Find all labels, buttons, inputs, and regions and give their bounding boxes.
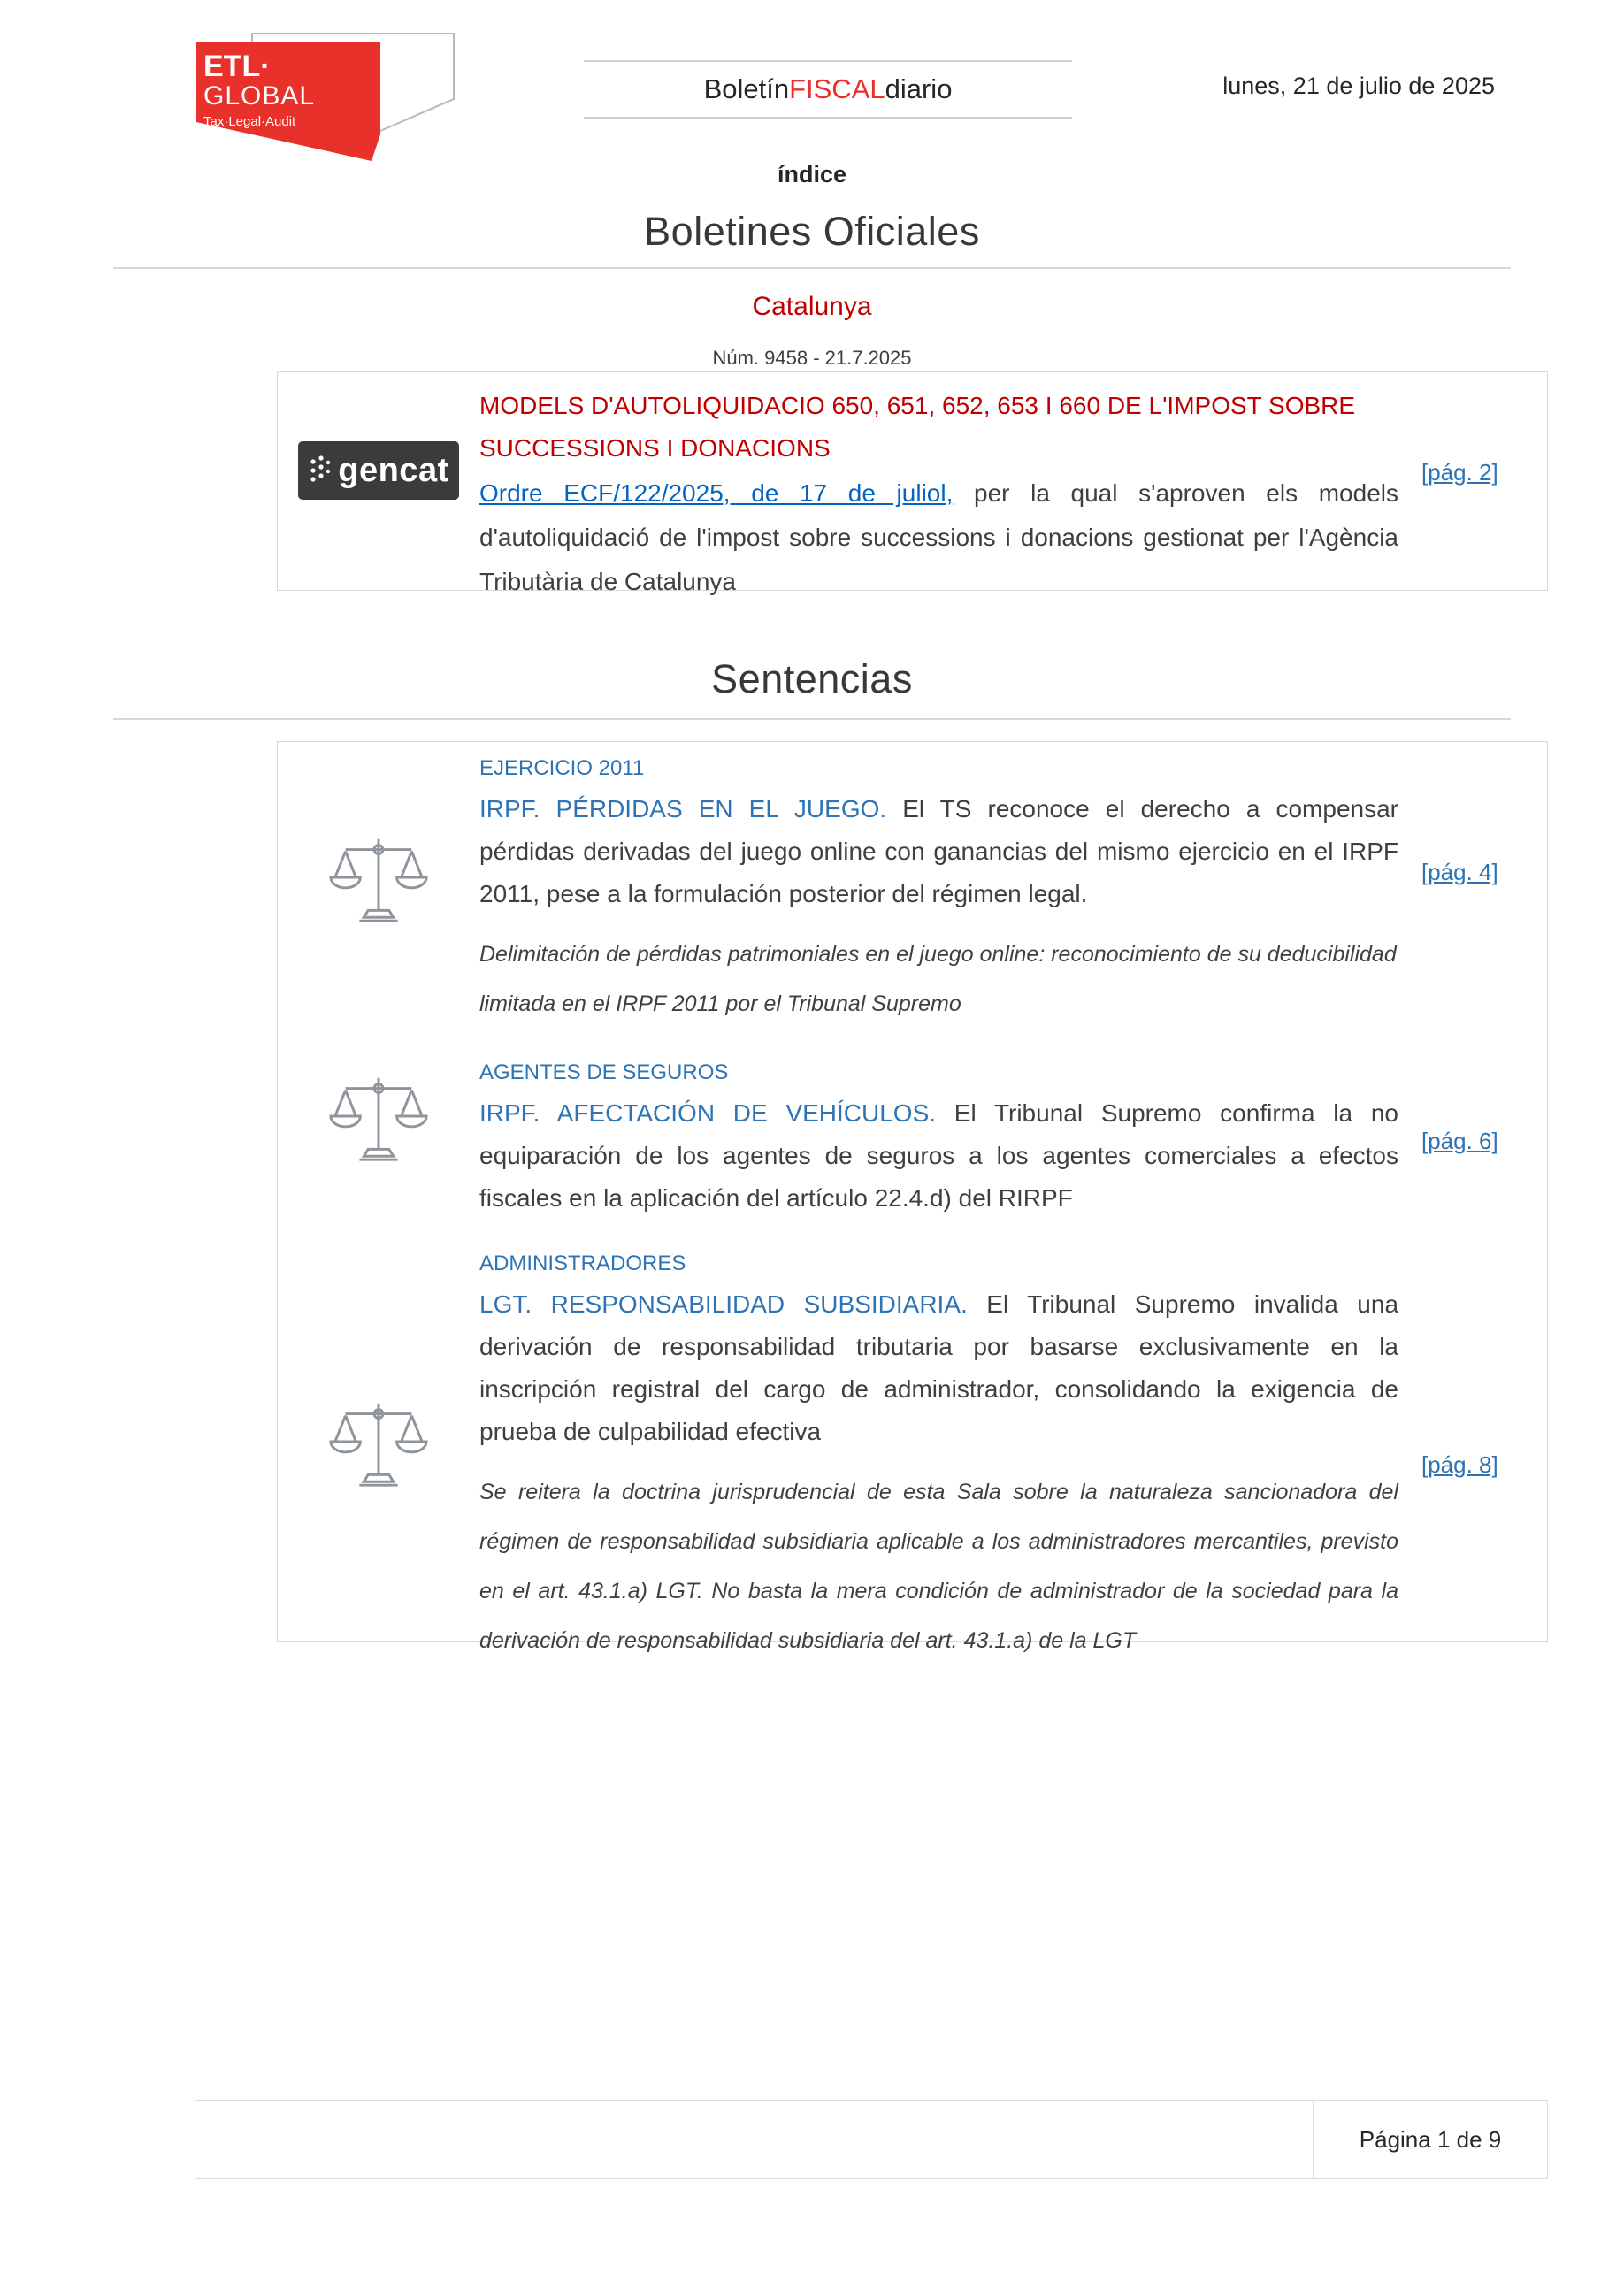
boletin-entry-title: MODELS D'AUTOLIQUIDACIO 650, 651, 652, 653 I 660 DE L'IMPOST SOBRE SUCCESSIONS I DONACIONS — [479, 392, 1356, 462]
bulletin-title-fiscal: FISCAL — [789, 73, 885, 104]
entry-body-text: El Tribunal Supremo invalida una derivación de responsabilidad tributaria por basarse exclusivamente en la inscripción registral del cargo de administrador, consolidando la exigencia de prueba de culpabilidad efectiva — [479, 1290, 1399, 1445]
sentencias-card — [277, 741, 1548, 1653]
bulletin-title — [584, 60, 1072, 119]
entry-body-text: El TS reconoce el derecho a compensar pérdidas derivadas del juego online con ganancias del mismo ejercicio en el IRPF 2011, pese a la formulación posterior del régimen legal. — [479, 795, 1398, 907]
page-footer — [195, 2100, 1548, 2179]
section-divider — [113, 718, 1511, 720]
bulletin-title-pre: Boletín — [703, 73, 790, 104]
page-number: Página 1 de 9 — [1359, 2125, 1502, 2153]
entry-note: Delimitación de pérdidas patrimoniales en el juego online: reconocimiento de su deducibilidad limitada en el IRPF 2011 por el Tribunal Supremo — [479, 942, 1397, 1016]
page-ref-link[interactable]: [pág. 2] — [1421, 459, 1498, 486]
boletin-entry-body-text: per la qual s'aproven els models d'autoliquidació de l'impost sobre successions i donacions gestionat per l'Agència Tributària de Catalunya — [479, 479, 1398, 595]
entry-tag: AGENTES DE SEGUROS — [479, 1060, 729, 1084]
section-divider — [113, 267, 1511, 269]
sentencia-entry — [278, 1246, 1547, 1665]
entry-tag: ADMINISTRADORES — [479, 1251, 686, 1275]
gencat-logo-label: gencat — [338, 451, 449, 489]
logo-text-etl: ETL· — [203, 50, 271, 83]
page-ref-link[interactable]: [pág. 4] — [1421, 859, 1498, 885]
index-label: índice — [777, 161, 847, 188]
logo-text-global: GLOBAL — [203, 81, 316, 111]
sentencia-entry — [278, 751, 1547, 1029]
region-heading: Catalunya — [752, 292, 872, 321]
entry-lead: IRPF. AFECTACIÓN DE VEHÍCULOS. — [479, 1099, 937, 1127]
issue-date: lunes, 21 de julio de 2025 — [1222, 73, 1495, 99]
scales-icon — [326, 1391, 431, 1496]
gencat-dots-icon — [308, 451, 331, 490]
entry-lead: LGT. RESPONSABILIDAD SUBSIDIARIA. — [479, 1290, 968, 1318]
etl-global-logo-graphic — [142, 18, 478, 177]
entry-tag: EJERCICIO 2011 — [479, 756, 645, 780]
bulletin-title-post: diario — [885, 73, 953, 104]
section-heading-sentencias: Sentencias — [711, 656, 913, 701]
entry-summary — [479, 1283, 1398, 1453]
entry-body-text: El Tribunal Supremo confirma la no equiparación de los agentes de seguros a los agentes comerciales a efectos fiscales en la aplicación del artículo 22.4.d) del RIRPF — [479, 1099, 1398, 1212]
gencat-logo — [298, 441, 459, 500]
ordre-link[interactable]: Ordre ECF/122/2025, de 17 de juliol, — [479, 479, 954, 507]
entry-lead: IRPF. PÉRDIDAS EN EL JUEGO. — [479, 795, 887, 823]
section-heading-boletines: Boletines Oficiales — [644, 209, 980, 254]
scales-icon — [326, 827, 431, 931]
scales-icon — [326, 1066, 431, 1170]
entry-summary — [479, 1092, 1398, 1220]
boletin-entry-body — [479, 471, 1398, 604]
entry-note: Se reitera la doctrina jurisprudencial de esta Sala sobre la naturaleza sancionadora del régimen de responsabilidad subsidiaria aplicable a los administradores mercantiles, previsto en el art. 43.1.a) LGT. No basta la mera condición de administrador de la sociedad para la derivación de responsabilidad subsidiaria del art. 43.1.a) de la LGT — [479, 1480, 1398, 1653]
page-ref-link[interactable]: [pág. 8] — [1421, 1451, 1498, 1478]
etl-global-logo — [142, 18, 478, 177]
logo-text-tagline: Tax·Legal·Audit — [203, 114, 296, 129]
footer-empty-cell — [195, 2101, 1314, 2178]
boletines-entry-card — [277, 371, 1548, 595]
issue-number: Núm. 9458 - 21.7.2025 — [712, 347, 912, 369]
page-ref-link[interactable]: [pág. 6] — [1421, 1128, 1498, 1154]
sentencia-entry — [278, 1055, 1547, 1220]
entry-summary — [479, 788, 1398, 915]
